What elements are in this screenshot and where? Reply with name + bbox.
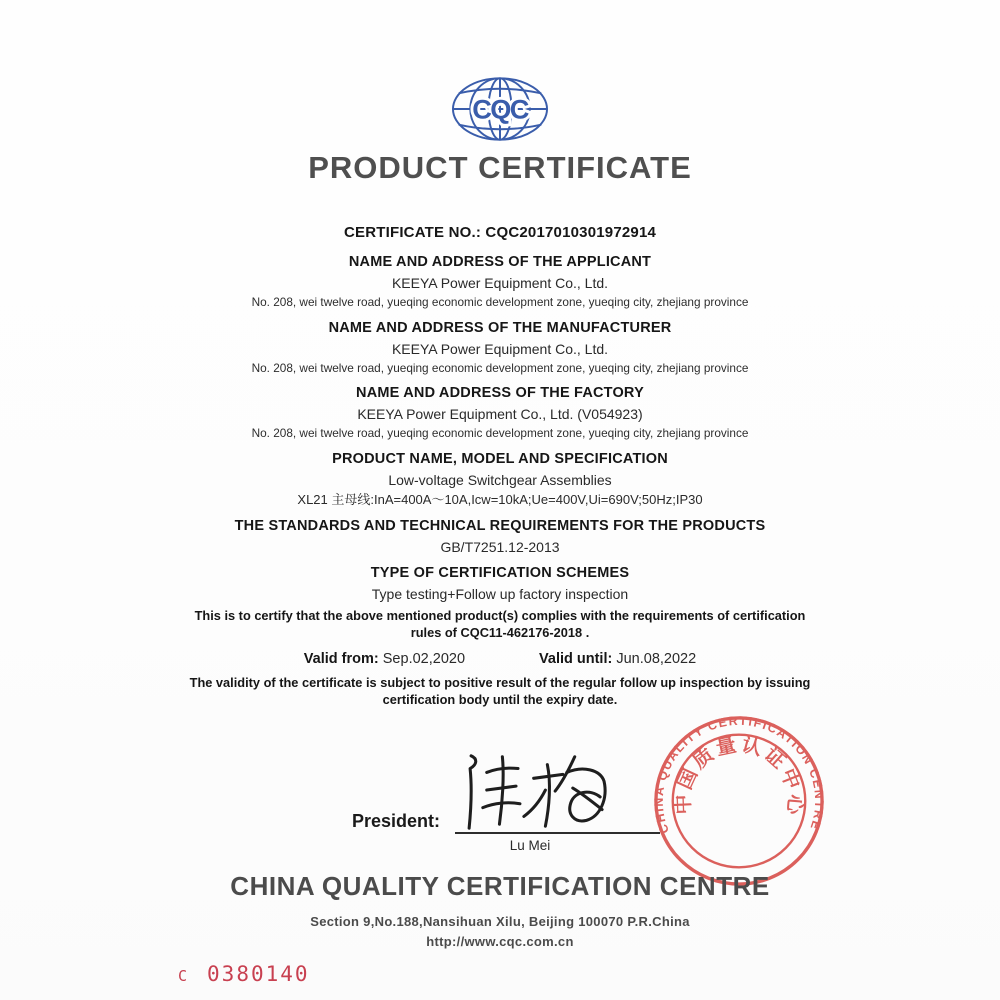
product-heading: PRODUCT NAME, MODEL AND SPECIFICATION bbox=[332, 450, 668, 467]
cqc-logo bbox=[0, 76, 1000, 142]
applicant-address: No. 208, wei twelve road, yueqing economic development zone, yueqing city, zhejiang province bbox=[251, 295, 749, 310]
manufacturer-address: No. 208, wei twelve road, yueqing economic development zone, yueqing city, zhejiang province bbox=[251, 360, 749, 375]
manufacturer-section bbox=[120, 320, 880, 377]
svg-text:中国质量认证中心 bbox=[671, 734, 806, 819]
valid-until-label: Valid until: bbox=[539, 650, 613, 667]
standards-section bbox=[120, 518, 880, 556]
manufacturer-heading: NAME AND ADDRESS OF THE MANUFACTURER bbox=[328, 319, 672, 336]
certificate-number-label: CERTIFICATE NO.: bbox=[343, 224, 482, 241]
standards-value: GB/T7251.12-2013 bbox=[440, 538, 560, 555]
organization-address: Section 9,No.188,Nansihuan Xilu, Beijing 100070 P.R.China bbox=[310, 914, 690, 929]
scheme-value: Type testing+Follow up factory inspection bbox=[371, 585, 629, 602]
serial-number bbox=[178, 962, 310, 986]
applicant-section bbox=[120, 254, 880, 311]
certification-stamp bbox=[650, 712, 828, 890]
validity-note bbox=[120, 674, 880, 710]
factory-section bbox=[120, 385, 880, 442]
certificate-body bbox=[120, 224, 880, 709]
signature-line bbox=[455, 832, 660, 834]
product-spec: XL21 主母线:InA=400A～10A,Icw=10kA;Ue=400V,Ui=690V;50Hz;IP30 bbox=[297, 491, 703, 507]
validity-note-line-1: The validity of the certificate is subject to positive result of the regular follow up inspection by issuing bbox=[189, 674, 811, 690]
factory-address: No. 208, wei twelve road, yueqing economic development zone, yueqing city, zhejiang province bbox=[251, 426, 749, 441]
statement-line-1: This is to certify that the above mentioned product(s) complies with the requirements of certification bbox=[194, 608, 806, 623]
certificate-number-line bbox=[120, 224, 880, 241]
stamp-chinese-text: 中国质量认证中心 bbox=[672, 733, 807, 818]
president-label: President: bbox=[352, 811, 441, 831]
president-signature bbox=[453, 748, 628, 836]
product-section bbox=[120, 451, 880, 509]
valid-until bbox=[539, 651, 696, 667]
applicant-heading: NAME AND ADDRESS OF THE APPLICANT bbox=[348, 254, 652, 270]
certification-statement bbox=[120, 607, 880, 642]
cqc-logo-text: CQC bbox=[472, 93, 528, 125]
valid-from-label: Valid from: bbox=[303, 650, 379, 667]
manufacturer-name: KEEYA Power Equipment Co., Ltd. bbox=[391, 340, 609, 357]
organization-website: http://www.cqc.com.cn bbox=[426, 934, 574, 949]
valid-from bbox=[304, 651, 465, 667]
stamp-ring-text: CHINA QUALITY CERTIFICATION CENTRE bbox=[651, 713, 827, 836]
scheme-heading: TYPE OF CERTIFICATION SCHEMES bbox=[370, 564, 630, 581]
issuing-organization: CHINA QUALITY CERTIFICATION CENTRE bbox=[230, 871, 770, 901]
valid-from-value: Sep.02,2020 bbox=[382, 650, 466, 667]
applicant-name: KEEYA Power Equipment Co., Ltd. bbox=[391, 275, 609, 291]
globe-icon bbox=[450, 76, 550, 142]
standards-heading: THE STANDARDS AND TECHNICAL REQUIREMENTS FOR THE PRODUCTS bbox=[234, 517, 766, 534]
factory-heading: NAME AND ADDRESS OF THE FACTORY bbox=[356, 385, 644, 402]
page-title: PRODUCT CERTIFICATE bbox=[308, 150, 692, 185]
serial-value: 0380140 bbox=[207, 962, 310, 986]
president-name: Lu Mei bbox=[509, 838, 551, 853]
serial-prefix: C bbox=[178, 967, 188, 985]
valid-until-value: Jun.08,2022 bbox=[616, 650, 697, 667]
statement-line-2: rules of CQC11-462176-2018 . bbox=[410, 625, 590, 641]
product-name: Low-voltage Switchgear Assemblies bbox=[388, 471, 612, 488]
validity-note-line-2: certification body until the expiry date. bbox=[382, 692, 618, 708]
validity-dates-row bbox=[120, 651, 880, 667]
scheme-section bbox=[120, 565, 880, 603]
factory-name: KEEYA Power Equipment Co., Ltd. (V054923) bbox=[357, 406, 643, 423]
certificate-number-value: CQC2017010301972914 bbox=[485, 224, 657, 241]
